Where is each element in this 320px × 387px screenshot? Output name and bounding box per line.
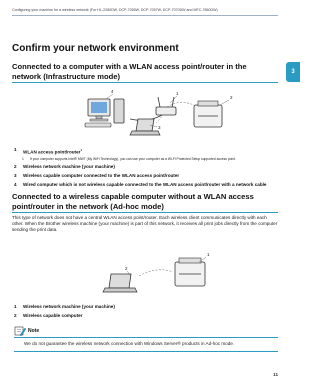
callout-2: 2 bbox=[125, 266, 128, 271]
chapter-number: 3 bbox=[291, 69, 295, 75]
access-point-router-icon bbox=[156, 97, 176, 115]
note-text: We do not guarantee the wireless network connection with Windows Server® products in Ad-hoc mode. bbox=[24, 341, 235, 346]
header-divider bbox=[12, 15, 278, 16]
list-item: 2 Wireless capable computer bbox=[14, 312, 83, 318]
note-divider bbox=[14, 351, 278, 352]
adhoc-network-diagram bbox=[95, 248, 225, 300]
adhoc-legend bbox=[14, 304, 276, 322]
list-item: 3 Wireless capable computer connected to the WLAN access point/router bbox=[14, 173, 180, 179]
list-item: 1 WLAN access point/router$^1$ bbox=[14, 147, 83, 155]
list-item: 1 Wireless network machine (your machine) bbox=[14, 304, 115, 309]
printer-icon bbox=[194, 101, 222, 127]
list-item: 4 Wired computer which is not wireless capable connected to the WLAN access point/router with a network cable bbox=[14, 181, 267, 187]
section-divider bbox=[12, 82, 278, 83]
callout-1: 1 bbox=[207, 252, 210, 257]
laptop-icon bbox=[130, 119, 160, 135]
callout-3: 3 bbox=[158, 125, 161, 130]
section-heading-infrastructure: Connected to a computer with a WLAN access point/router in the network (Infrastructure mode) bbox=[12, 62, 247, 81]
wireless-signal-lines bbox=[139, 270, 173, 276]
printer-icon bbox=[175, 258, 205, 286]
laptop-icon bbox=[103, 274, 137, 292]
infrastructure-legend bbox=[14, 147, 276, 191]
infrastructure-network-diagram bbox=[70, 85, 245, 143]
section-heading-adhoc: Connected to a wireless capable computer without a WLAN access point/router in the network (Ad-hoc mode) bbox=[12, 192, 254, 211]
chapter-tab bbox=[286, 62, 300, 82]
running-header: Configuring your machine for a wireless network (For HL-2280DW, DCP-7055W, DCP-7057W, DCP-7070DW and MFC-7860DW) bbox=[12, 8, 218, 12]
note-label: Note bbox=[28, 328, 40, 334]
callout-1: 1 bbox=[176, 91, 179, 96]
section-divider bbox=[12, 212, 278, 213]
note-header bbox=[14, 326, 278, 336]
page-number: 11 bbox=[273, 372, 278, 377]
note-divider bbox=[14, 337, 278, 338]
adhoc-description: This type of network does not have a central WLAN access point/router. Each wireless client communicates directly with each other. When the Brother wireless machine (your machine) is part of this network, it receives all print jobs directly from the computer sending the print data. bbox=[12, 215, 278, 232]
wired-computer-icon bbox=[85, 99, 124, 127]
list-item: 2 Wireless network machine (your machine) bbox=[14, 164, 115, 170]
note-box bbox=[14, 326, 278, 352]
pencil-icon bbox=[14, 326, 26, 336]
page-title: Confirm your network environment bbox=[12, 43, 179, 54]
callout-4: 4 bbox=[111, 89, 114, 94]
callout-2: 2 bbox=[230, 95, 233, 100]
footnote: 1 If your computer supports Intel® MWT (My WiFi Technology), you can use your computer as a Wi-Fi Protected Setup supported access point. bbox=[22, 156, 236, 161]
